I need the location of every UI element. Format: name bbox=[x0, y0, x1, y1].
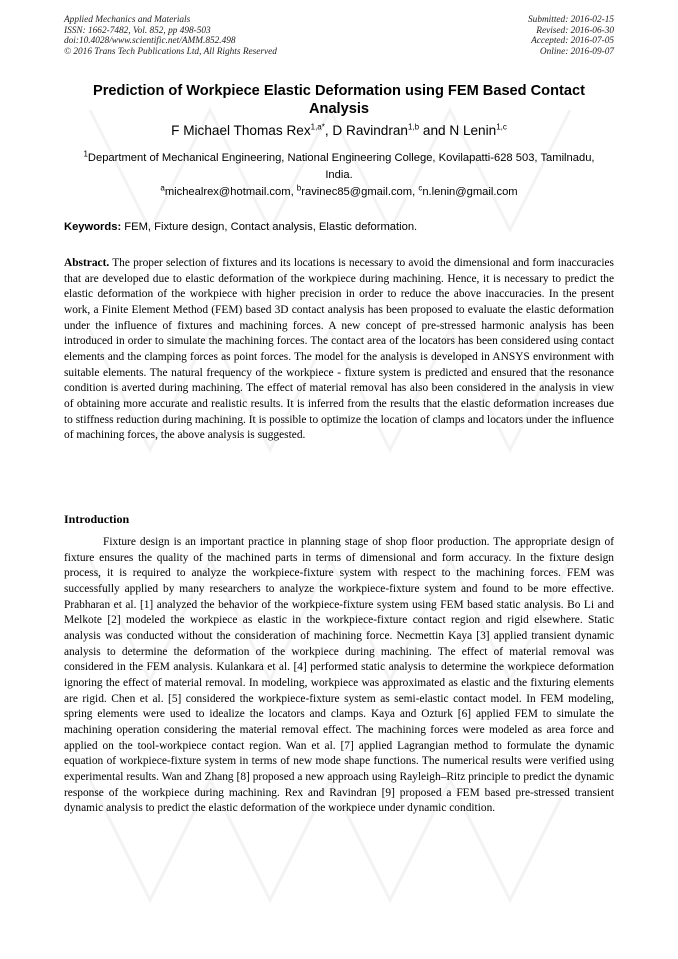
author-list bbox=[64, 123, 614, 139]
submitted-date: Submitted: 2016-02-15 bbox=[528, 15, 614, 25]
author-affiliation-mark: 1,c bbox=[496, 122, 507, 132]
author-name: D Ravindran bbox=[332, 123, 408, 138]
keywords bbox=[64, 220, 614, 234]
accepted-date: Accepted: 2016-07-05 bbox=[531, 36, 614, 47]
abstract-label: Abstract. bbox=[64, 257, 110, 269]
introduction-paragraph: Fixture design is an important practice in planning stage of shop floor production. The appropriate design of fixture ensures the quality of the machined parts in terms of dimensional and form accuracy. In the fixture design process, it is required to analyze the workpiece-fixture system with respect to the machining forces. FEM was successfully applied by many researchers to analyze the workpiece-fixture system and found to be more effective. Prabharan et al. [1] analyzed the behavior of the workpiece-fixture system using FEM based static analysis. Bo Li and Melkote [2] modeled the workpiece as elastic in the workpiece-fixture contact region and rigid elsewhere. Static analysis was conducted without the consideration of machining force. Necmettin Kaya [3] applied transient dynamic analysis to determine the deformation of the workpiece during machining. The effect of material removal was considered in the FEM analysis. Kulankara et al. [4] performed static analysis to determine the workpiece deformation ignoring the effect of material removal. In modeling, workpiece was approximated as elastic and the fixturing elements are rigid. Chen et al. [5] considered the workpiece-fixture system as semi-elastic contact model. In FEM modeling, spring elements were used to idealize the locators and clamps. Kaya and Ozturk [6] applied FEM to simulate the machining operation considering the material removal effect. The machining forces were modeled as area force and applied on the tool-workpiece contact region. Wan et al. [7] applied Lagrangian method to formulate the dynamic equation of workpiece-fixture system in terms of new mode shape functions. The numerical results were verified using experimental results. Wan and Zhang [8] proposed a new approach using Rayleigh–Ritz principle to predict the dynamic response of the workpiece during machining. Rex and Ravindran [9] proposed a FEM based pre-stressed transient dynamic analysis to predict the elastic deformation of the workpiece under dynamic condition. bbox=[64, 536, 614, 815]
introduction-heading: Introduction bbox=[64, 512, 130, 526]
email-mark: a bbox=[160, 183, 165, 193]
submission-dates bbox=[528, 15, 614, 57]
abstract-text: The proper selection of fixtures and its locations is necessary to avoid the dimensional and form inaccuracies that are developed due to elastic deformation of the workpiece during machining. Hence, it is necessary to predict the elastic deformation of the workpiece with higher precision in order to reduce the above inaccuracies. In the present work, a Finite Element Method (FEM) based 3D contact analysis has been proposed to evaluate the elastic deformation under the influence of fixtures and machining forces. A new concept of pre-stressed harmonic analysis has been introduced in order to simulate the machining forces. The contact area of the locators has been considered using contact elements and the clamping forces as point forces. The model for the analysis is developed in ANSYS environment with suitable elements. The natural frequency of the workpiece - fixture system is predicted and ensured that the resonance condition is averted during machining. The effect of material removal has also been considered in the analysis in view of obtaining more accurate and realistic results. It is inferred from the results that the elastic deformation increases due to stiffness reduction during machining. It is possible to optimize the location of clamps and locators under the influence of machining forces, the above analysis is suggested. bbox=[64, 257, 614, 442]
email-list bbox=[64, 185, 614, 199]
online-date: Online: 2016-09-07 bbox=[539, 46, 614, 57]
keywords-text: FEM, Fixture design, Contact analysis, Elastic deformation. bbox=[121, 221, 418, 233]
affiliation bbox=[80, 150, 598, 183]
email-mark: c bbox=[418, 183, 423, 193]
email-separator: , bbox=[412, 186, 419, 198]
author-affiliation-mark: 1,a* bbox=[310, 122, 325, 132]
keywords-label: Keywords: bbox=[64, 221, 122, 233]
journal-info bbox=[64, 15, 277, 57]
abstract bbox=[64, 256, 614, 444]
email-mark: b bbox=[296, 183, 302, 193]
author-separator: , bbox=[324, 123, 333, 138]
email-address: n.lenin@gmail.com bbox=[422, 186, 518, 198]
paper-title: Prediction of Workpiece Elastic Deformation using FEM Based Contact Analysis bbox=[93, 83, 585, 117]
author-name: N Lenin bbox=[449, 123, 497, 138]
copyright-line: © 2016 Trans Tech Publications Ltd, All Rights Reserved bbox=[64, 46, 277, 57]
affiliation-text: Department of Mechanical Engineering, National Engineering College, Kovilapatti-628 503, Tamilnadu, India. bbox=[87, 152, 595, 181]
issn-line: ISSN: 1662-7482, Vol. 852, pp 498-503 bbox=[64, 25, 211, 36]
revised-date: Revised: 2016-06-30 bbox=[536, 25, 614, 36]
email-address: ravinec85@gmail.com bbox=[301, 186, 413, 198]
doi-line: doi:10.4028/www.scientific.net/AMM.852.498 bbox=[64, 36, 236, 47]
author-separator: and bbox=[419, 123, 450, 138]
email-address: michealrex@hotmail.com bbox=[164, 186, 291, 198]
affiliation-mark: 1 bbox=[83, 149, 88, 159]
email-separator: , bbox=[290, 186, 297, 198]
journal-name: Applied Mechanics and Materials bbox=[64, 15, 191, 25]
author-affiliation-mark: 1,b bbox=[407, 122, 420, 132]
author-name: F Michael Thomas Rex bbox=[171, 123, 311, 138]
